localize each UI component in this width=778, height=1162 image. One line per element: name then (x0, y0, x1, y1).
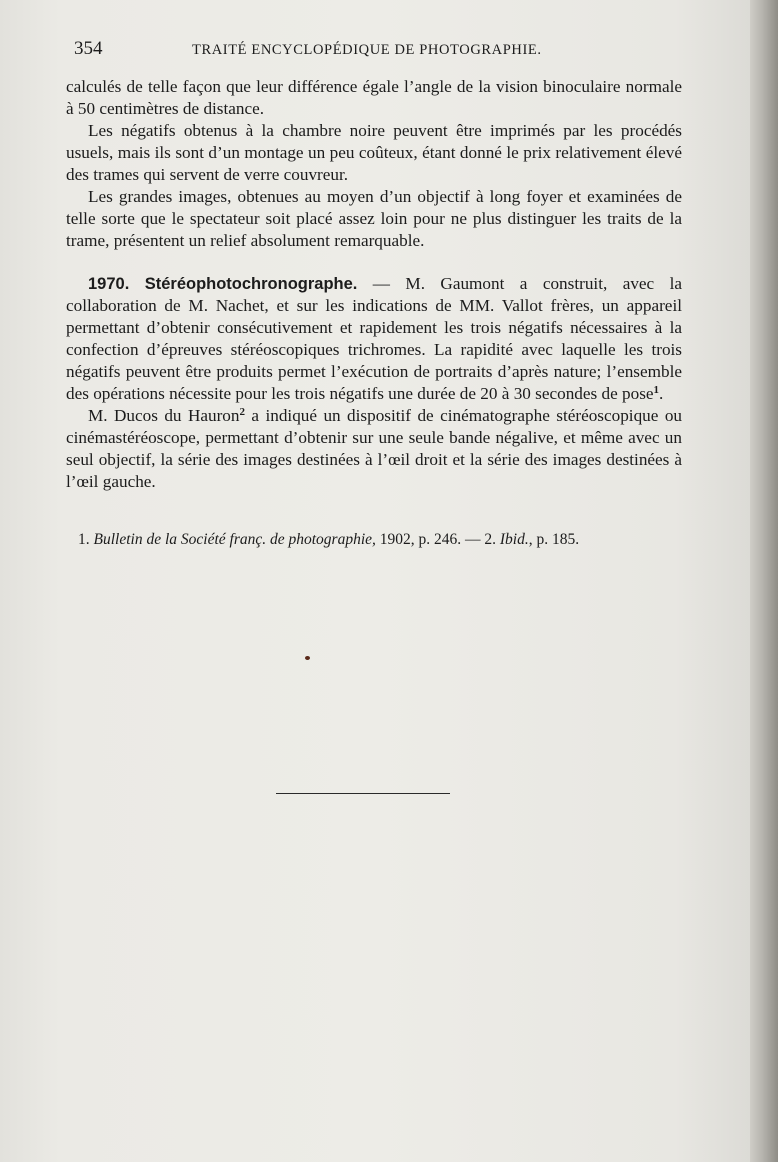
paragraph: Les négatifs obtenus à la chambre noire peuvent être imprimés par les procédés usuels, mais ils sont d’un montage un peu coûteux, étant donné le prix relativement élevé des trames qui servent de verre couvreur. (66, 121, 682, 184)
footnote-number: 1. (78, 531, 90, 548)
footnote-details: 1902, p. 246. — 2. (375, 531, 500, 548)
paragraph (66, 405, 682, 493)
page-edge (750, 0, 778, 1162)
page-number: 354 (74, 38, 103, 59)
sentence-end: . (659, 384, 664, 403)
ink-speck (305, 656, 310, 660)
body-text (66, 76, 682, 493)
author-name: M. Ducos du Hauron (88, 406, 240, 425)
footnote-ref: 1 (653, 384, 660, 396)
running-title: TRAITÉ ENCYCLOPÉDIQUE DE PHOTOGRAPHIE. (192, 42, 542, 58)
section-text: — M. Gaumont a construit, avec la collaboration de M. Nachet, et sur les indications de MM. Vallot frères, un appareil permettant d’obtenir consécutivement et rapidement les trois négatifs nécessaires à la confection d’épreuves stéréoscopiques trichromes. La rapidité avec laquelle les trois négatifs peuvent être produits permet l’exécution de portraits d’après nature; l’ensemble des opérations nécessite pour les trois négatifs une durée de 20 à 30 secondes de pose (66, 274, 682, 403)
section-number: 1970. (88, 275, 130, 293)
paragraph-text: a indiqué un dispositif de cinématographe stéréoscopique ou cinémastéréoscope, permettant d’obtenir sur une seule bande négalive, et même avec un seul objectif, la série des images destinées à l’œil droit et la série des images destinées à l’œil gauche. (66, 406, 683, 491)
journal-title: Bulletin de la Société franç. de photographie, (93, 531, 376, 548)
ibid-page: , p. 185. (528, 531, 580, 548)
end-rule (276, 793, 450, 794)
page-header (70, 38, 682, 62)
ibid: Ibid. (499, 531, 529, 548)
section-paragraph (66, 273, 682, 405)
section-title: Stéréophotochronographe. (144, 275, 358, 293)
paragraph: calculés de telle façon que leur différence égale l’angle de la vision binoculaire normale à 50 centimètres de distance. (66, 77, 682, 118)
paragraph: Les grandes images, obtenues au moyen d’un objectif à long foyer et examinées de telle sorte que le spectateur soit placé assez loin pour ne plus distinguer les traits de la trame, présentent un relief absolument remarquable. (66, 187, 682, 250)
footnote (78, 530, 688, 550)
footnote-ref: 2 (239, 406, 245, 418)
